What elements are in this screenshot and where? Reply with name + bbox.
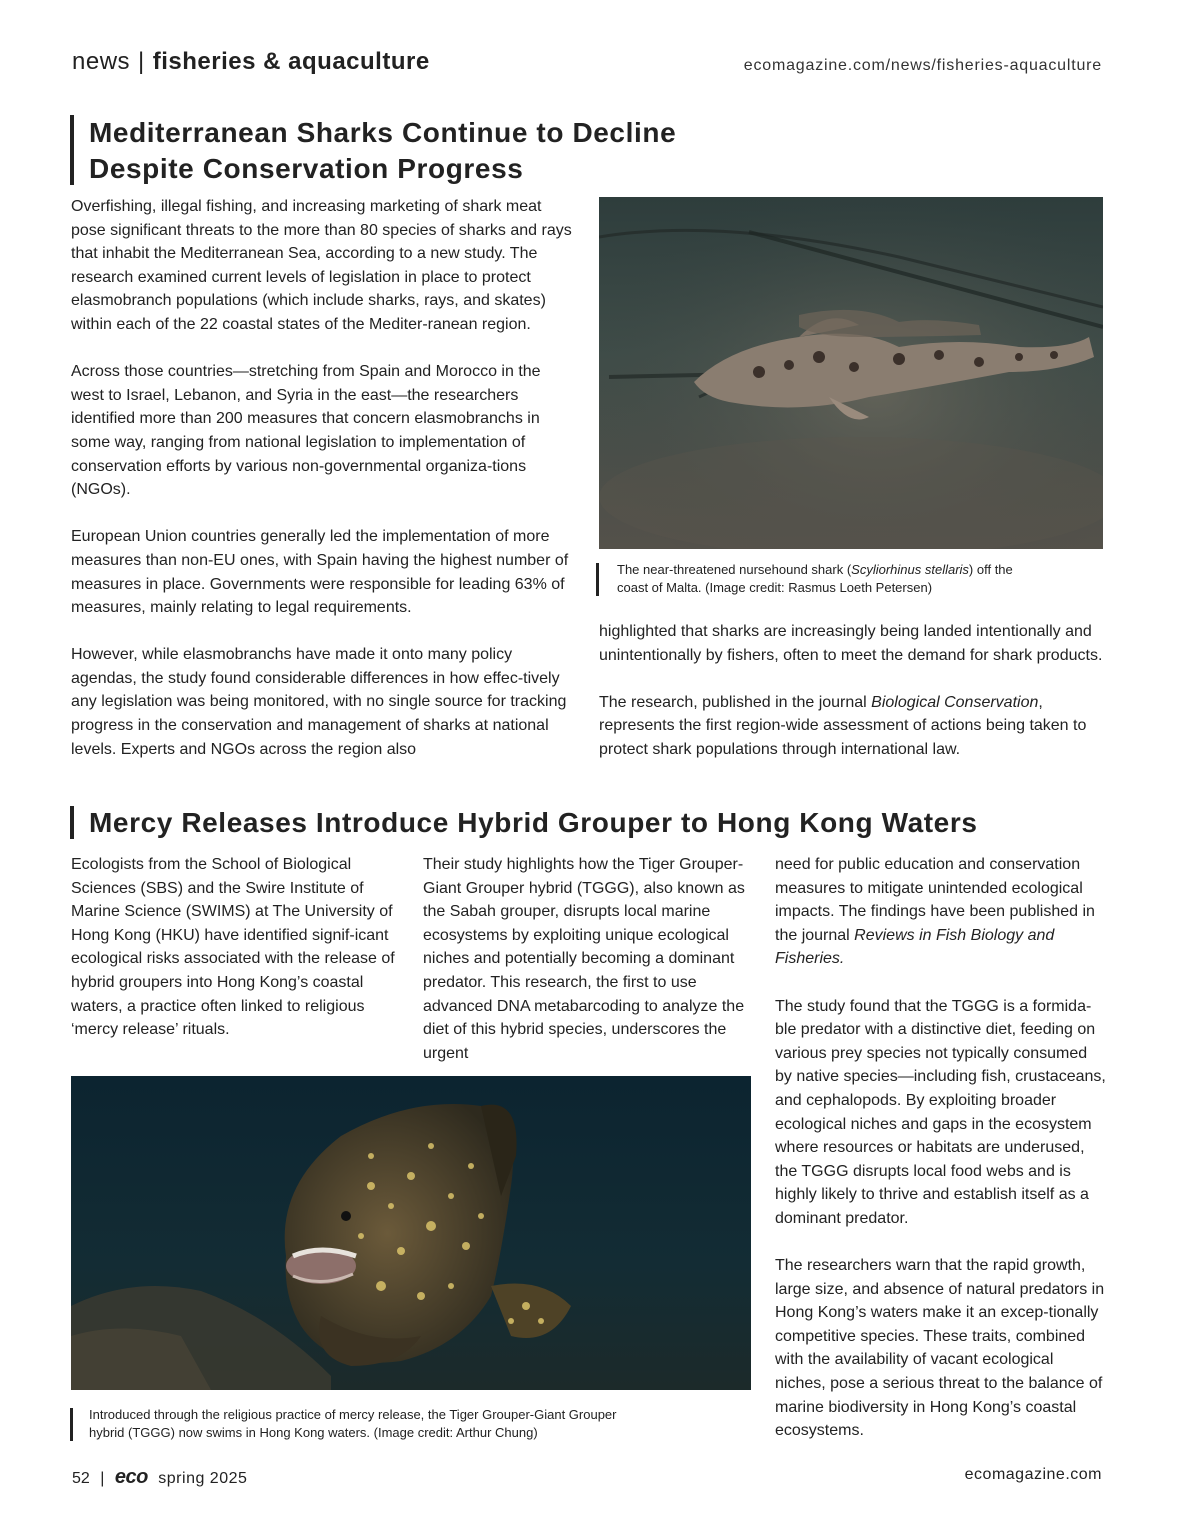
header-url: ecomagazine.com/news/fisheries-aquaculture <box>743 57 1102 74</box>
article2-paragraph <box>775 853 1107 971</box>
article2-column-2 <box>423 853 748 1065</box>
caption-accent-bar <box>70 1408 73 1441</box>
article2-title: Mercy Releases Introduce Hybrid Grouper to Hong Kong Waters <box>89 807 978 838</box>
footer-separator: | <box>100 1470 105 1487</box>
eco-logo: eco <box>114 1466 148 1488</box>
article2-paragraph: The researchers warn that the rapid growth, large size, and absence of natural predators in Hong Kong’s waters make it an excep-tionally competitive species. These traits, combined with the availability of vacant ecological niches, pose a serious threat to the balance of marine biodiversity in Hong Kong’s coastal ecosystems. <box>775 1257 1105 1440</box>
subsection-label: fisheries & aquaculture <box>152 48 430 75</box>
shark-image <box>599 197 1103 549</box>
section-label: news <box>72 48 131 75</box>
issue-label: spring 2025 <box>158 1470 248 1487</box>
title-accent-bar <box>70 806 74 839</box>
header-separator: | <box>138 48 145 75</box>
article1-paragraph: However, while elasmobranchs have made it onto many policy agendas, the study found considerable differences in how effec-tively any legislation was being monitored, with no single source for tracking progress in the conservation and management of sharks at national levels. Experts and NGOs across the region also <box>71 646 567 758</box>
caption-text: ) off the coast of Malta. (Image credit: Rasmus Loeth Petersen) <box>617 562 1013 595</box>
article1-title-line2: Despite Conservation Progress <box>89 153 524 184</box>
grouper-photo <box>71 1076 751 1390</box>
shark-photo <box>599 197 1103 549</box>
article1-column-right <box>599 620 1104 762</box>
paragraph-text: , represents the first region-wide assessment of actions being taken to protect shark populations through international law. <box>599 693 1087 758</box>
article2-column-1 <box>71 853 406 1042</box>
caption-text: The near-threatened nursehound shark ( <box>617 562 852 577</box>
journal-name: Biological Conservation <box>871 693 1039 711</box>
page-number: 52 <box>72 1470 90 1487</box>
article1-title-line1: Mediterranean Sharks Continue to Decline <box>89 117 677 148</box>
article2-paragraph: Their study highlights how the Tiger Grouper-Giant Grouper hybrid (TGGG), also known as the Sabah grouper, disrupts local marine ecosystems by exploiting unique ecological niches and potentially becoming a dominant predator. This research, the first to use advanced DNA metabarcoding to analyze the diet of this hybrid species, underscores the urgent <box>423 856 745 1062</box>
section-header <box>72 48 430 76</box>
shark-caption <box>617 561 1037 597</box>
footer-issue-info <box>72 1466 247 1489</box>
article1-paragraph: Across those countries—stretching from Spain and Morocco in the west to Israel, Lebanon, and Syria in the east—the researchers identified more than 200 measures that concern elasmobranchs in some way, ranging from national legislation to implementation of conservation efforts by various non-governmental organiza-tions (NGOs). <box>71 363 541 499</box>
article1-paragraph: European Union countries generally led the implementation of more measures than non-EU ones, with Spain having the highest number of measures in place. Governments were responsible for leading 63% of measures, mainly relating to legal requirements. <box>71 528 569 617</box>
paragraph-text: The research, published in the journal <box>599 693 872 711</box>
footer-site: ecomagazine.com <box>964 1466 1102 1483</box>
paragraph-text: need for public education and conservation measures to mitigate unintended ecological impacts. The findings have been published in the journal <box>775 856 1095 944</box>
article1-paragraph: highlighted that sharks are increasingly being landed intentionally and unintentionally by fishers, often to meet the demand for shark products. <box>599 623 1103 664</box>
caption-species: Scyliorhinus stellaris <box>851 562 969 577</box>
article2-paragraph: Ecologists from the School of Biological Sciences (SBS) and the Swire Institute of Marine Science (SWIMS) at The University of Hong Kong (HKU) have identified signif-icant ecological risks associated with the release of hybrid groupers into Hong Kong’s coastal waters, a practice often linked to religious ‘mercy release’ rituals. <box>71 856 395 1039</box>
article2-column-3 <box>775 853 1107 1443</box>
title-accent-bar <box>70 115 74 185</box>
article1-column-left <box>71 195 576 761</box>
article2-paragraph: The study found that the TGGG is a formida-ble predator with a distinctive diet, feeding on various prey species not typically consumed by native species—including fish, crustaceans, and cephalopods. By exploiting broader ecological niches and gaps in the ecosystem where resources or habitats are underused, the TGGG disrupts local food webs and is highly likely to thrive and establish itself as a dominant predator. <box>775 997 1106 1227</box>
grouper-image <box>71 1076 751 1390</box>
caption-accent-bar <box>596 563 599 596</box>
article1-paragraph: Overfishing, illegal fishing, and increasing marketing of shark meat pose significant threats to the more than 80 species of sharks and rays that inhabit the Mediterranean Sea, according to a new study. The research examined current levels of legislation in place to protect elasmobranch populations (which include sharks, rays, and skates) within each of the 22 coastal states of the Mediter-ranean region. <box>71 198 572 333</box>
article1-title <box>89 115 789 187</box>
journal-name: Reviews in Fish Biology and Fisheries. <box>775 926 1055 968</box>
article1-paragraph <box>599 691 1104 762</box>
grouper-caption: Introduced through the religious practice of mercy release, the Tiger Grouper-Giant Grouper hybrid (TGGG) now swims in Hong Kong waters. (Image credit: Arthur Chung) <box>89 1407 617 1440</box>
